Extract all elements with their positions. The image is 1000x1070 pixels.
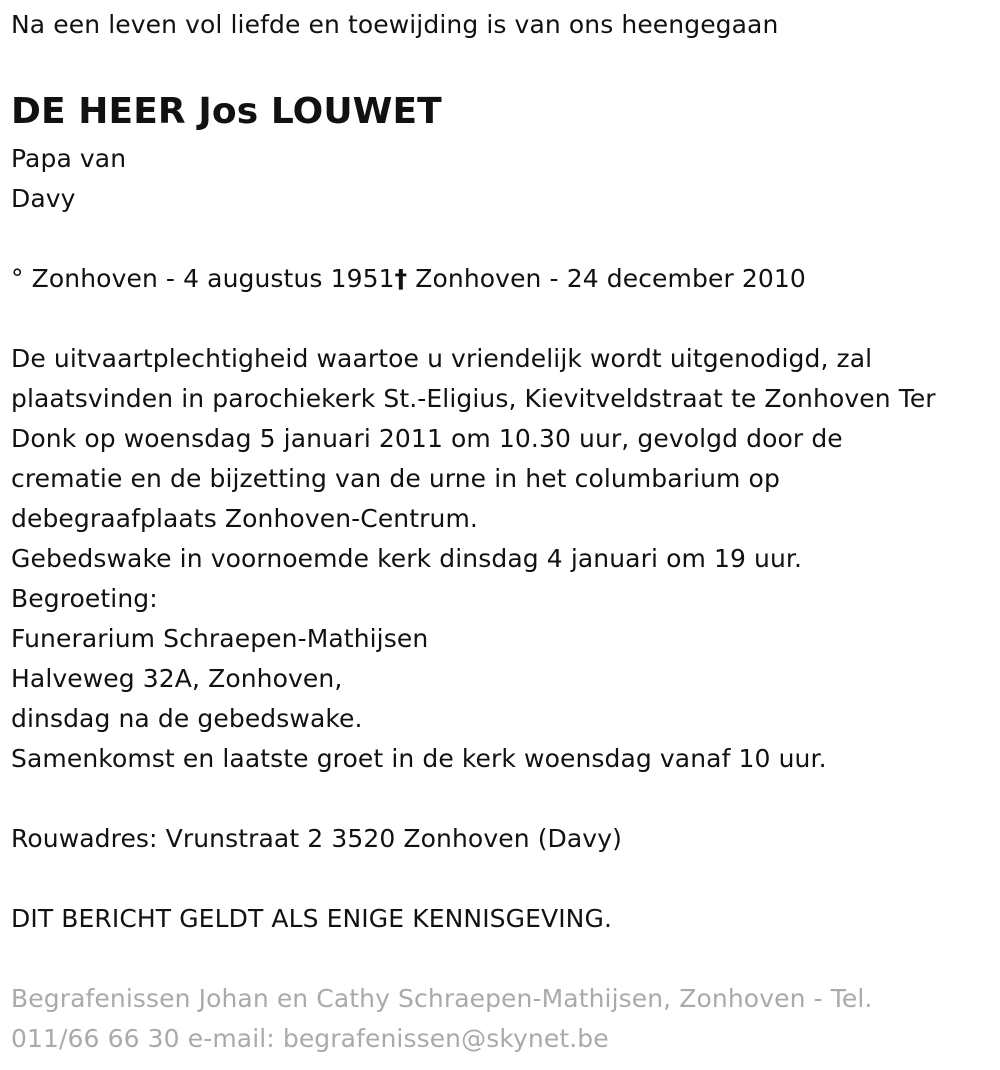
footer-line: 011/66 66 30 e-mail: begrafenissen@skynet.be [11,1024,609,1053]
spacer [11,779,991,819]
obituary-notice [11,5,991,1059]
deceased-name: DE HEER Jos LOUWET [11,91,442,132]
body-line: Gebedswake in voornoemde kerk dinsdag 4 januari om 19 uur. [11,544,803,573]
relation-label: Papa van [11,144,127,173]
body-line: De uitvaartplechtigheid waartoe u vriendelijk wordt uitgenodigd, zal [11,344,873,373]
body-line: Donk op woensdag 5 januari 2011 om 10.30 uur, gevolgd door de [11,424,843,453]
footer-line: Begrafenissen Johan en Cathy Schraepen-Mathijsen, Zonhoven - Tel. [11,984,873,1013]
spacer [11,859,991,899]
spacer [11,299,991,339]
spacer [11,45,991,85]
body-line: Halveweg 32A, Zonhoven, [11,664,343,693]
body-line: crematie en de bijzetting van de urne in het columbarium op [11,464,780,493]
spacer [11,939,991,979]
notice-text: DIT BERICHT GELDT ALS ENIGE KENNISGEVING. [11,904,612,933]
birth-symbol: ° [11,264,24,293]
relation-name: Davy [11,184,76,213]
life-dates [11,259,991,299]
body-line: dinsdag na de gebedswake. [11,704,363,733]
body-line: Funerarium Schraepen-Mathijsen [11,624,429,653]
body-line: debegraafplaats Zonhoven-Centrum. [11,504,478,533]
death-date: Zonhoven - 24 december 2010 [415,264,806,293]
spacer [11,219,991,259]
intro-text: Na een leven vol liefde en toewijding is van ons heengegaan [11,10,779,39]
body-line: Begroeting: [11,584,158,613]
body-line: plaatsvinden in parochiekerk St.-Eligius, Kievitveldstraat te Zonhoven Ter [11,384,936,413]
body-line: Samenkomst en laatste groet in de kerk woensdag vanaf 10 uur. [11,744,827,773]
dagger-icon: † [394,264,408,293]
mourning-address: Rouwadres: Vrunstraat 2 3520 Zonhoven (Davy) [11,824,622,853]
birth-date: Zonhoven - 4 augustus 1951 [31,264,395,293]
